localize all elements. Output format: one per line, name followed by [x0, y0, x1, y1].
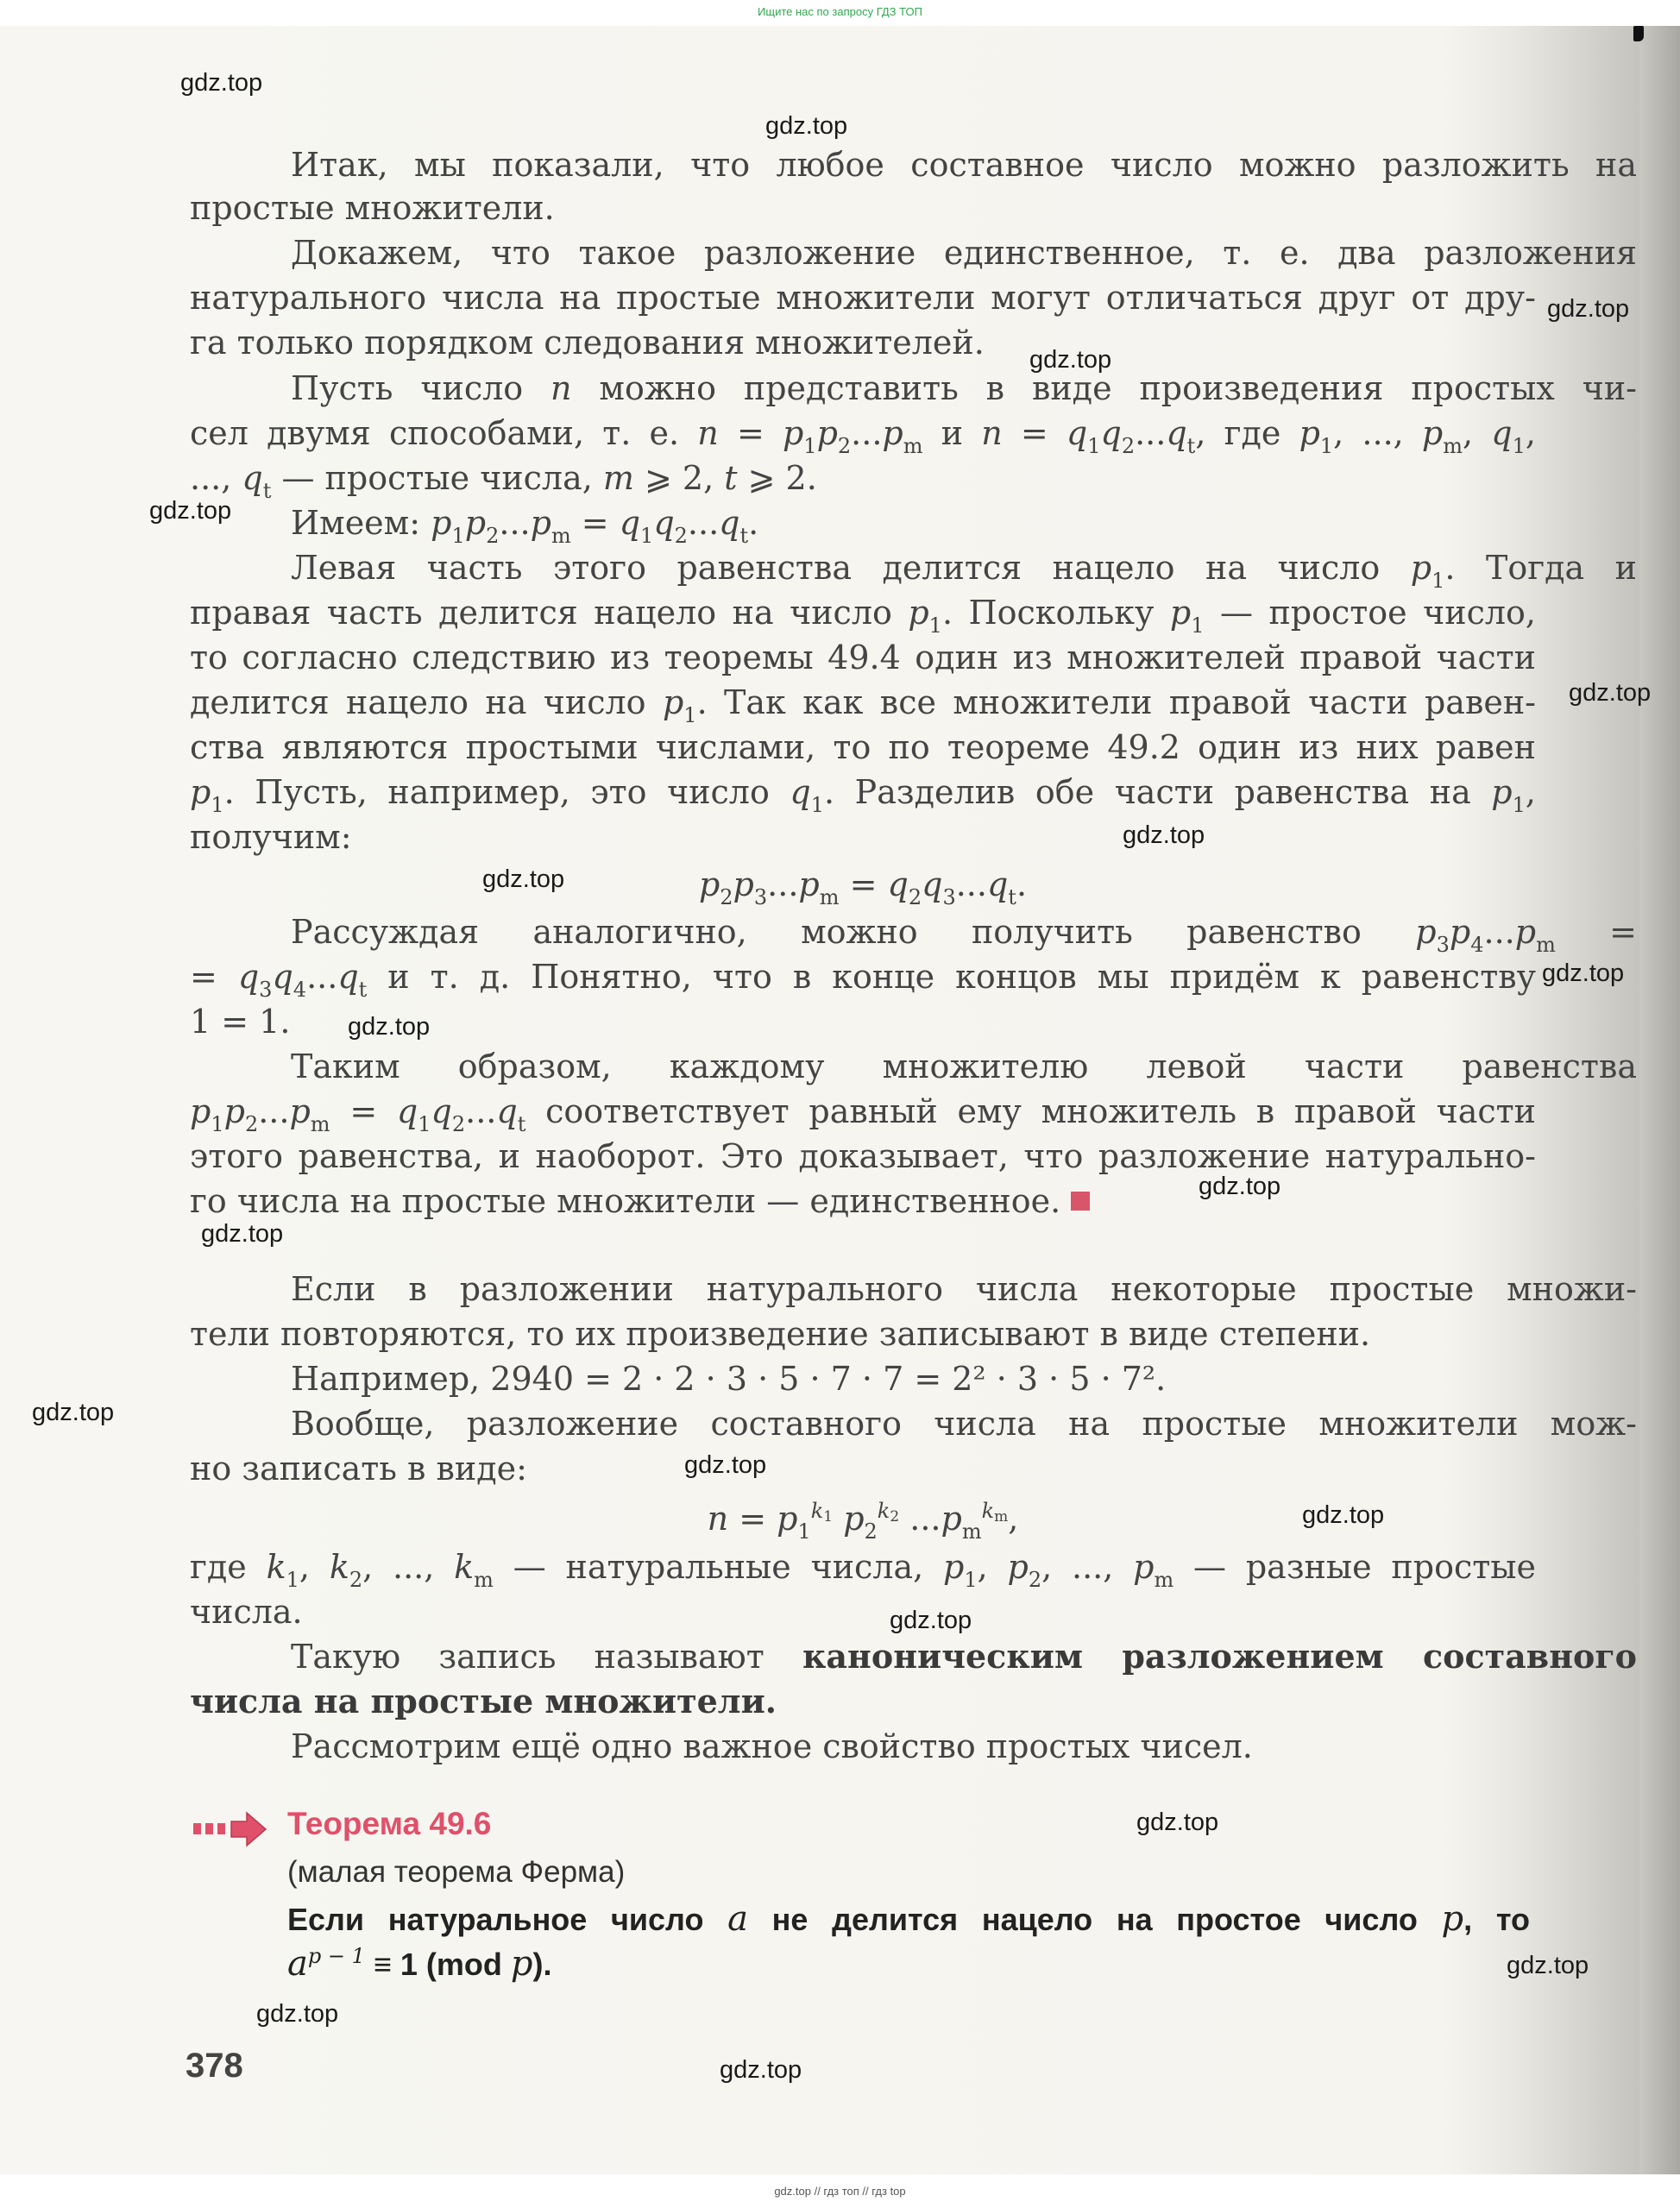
- watermark-text: gdz.top: [348, 1013, 431, 1041]
- text-line: Например, 2940 = 2 · 2 · 3 · 5 · 7 · 7 = 2² · 3 · 5 · 7².: [291, 1360, 1167, 1398]
- text-line: Рассуждая аналогично, можно получить равенство $p_3p_4...p_m$ =: [291, 913, 1637, 957]
- watermark-text: gdz.top: [1199, 1173, 1281, 1200]
- watermark-text: gdz.top: [1302, 1501, 1385, 1529]
- text-line: $p_1$. Пусть, например, это число $q_1$. Разделив обе части равенства на $p_1$,: [190, 773, 1536, 817]
- text-fragment: го числа на простые множители — единственное.: [190, 1182, 1061, 1220]
- text-fragment: Такую запись называют: [291, 1638, 764, 1676]
- watermark-text: gdz.top: [1542, 959, 1625, 987]
- text-fragment: соответствует равный ему множитель в правой части: [545, 1092, 1536, 1130]
- text-line: [190, 1680, 1536, 1723]
- watermark-text: gdz.top: [684, 1451, 767, 1479]
- text-line: [291, 1635, 1637, 1678]
- theorem-arrow-icon: [193, 1810, 267, 1848]
- term-bold: каноническим разложением составного: [802, 1637, 1637, 1676]
- watermark-text: gdz.top: [201, 1220, 284, 1248]
- text-fragment: , то: [1463, 1902, 1530, 1937]
- theorem-statement-line: Если натуральное число a не делится нацело на простое число p, то: [287, 1899, 1530, 1939]
- end-of-proof-icon: [1071, 1192, 1090, 1211]
- text-fragment: ≡ 1 (mod: [373, 1947, 502, 1982]
- text-line: [190, 1179, 1536, 1223]
- watermark-text: gdz.top: [32, 1399, 115, 1426]
- text-line: правая часть делится нацело на число $p_1$. Поскольку $p_1$ — простое число,: [190, 594, 1536, 638]
- text-line: где $k_1$, $k_2$, ..., $k_m$ — натуральные числа, $p_1$, $p_2$, ..., $p_m$ — разные простые: [190, 1548, 1536, 1592]
- text-line: Докажем, что такое разложение единственное, т. е. два разложения: [291, 234, 1637, 272]
- text-fragment: Рассуждая аналогично, можно получить равенство: [291, 913, 1362, 951]
- theorem-title: Теорема 49.6: [287, 1806, 492, 1841]
- header-banner: Ищите нас по запросу ГДЗ ТОП: [758, 5, 922, 18]
- arrow-dash: [193, 1823, 201, 1834]
- watermark-text: gdz.top: [1547, 295, 1630, 323]
- arrow-dash: [217, 1823, 225, 1834]
- watermark-text: gdz.top: [720, 2056, 802, 2084]
- text-line: Пусть число n можно представить в виде произведения простых чи-: [291, 369, 1637, 407]
- watermark-text: gdz.top: [1569, 679, 1652, 707]
- footer-banner: gdz.top // гдз топ // гдз top: [774, 2185, 906, 2198]
- page-corner-mark: [1633, 26, 1644, 41]
- text-line: Левая часть этого равенства делится нацело на число $p_1$. Тогда и: [291, 549, 1637, 593]
- text-line: Вообще, разложение составного числа на простые множители мож-: [291, 1405, 1637, 1443]
- watermark-text: gdz.top: [1507, 1952, 1589, 1979]
- text-line: то согласно следствию из теоремы 49.4 один из множителей правой части: [190, 638, 1536, 676]
- text-line: ..., $q_t$ — простые числа, m ⩾ 2, t ⩾ 2.: [190, 459, 817, 503]
- text-line: но записать в виде:: [190, 1450, 527, 1488]
- watermark-text: gdz.top: [149, 497, 232, 525]
- text-line: Если в разложении натурального числа некоторые простые множи-: [291, 1270, 1637, 1308]
- page-edge-shadow: [1639, 26, 1680, 2174]
- text-line: делится нацело на число $p_1$. Так как все множители правой части равен-: [190, 683, 1536, 727]
- formula-line: $n = p_1^{k_1}$ $p_2^{k_2}$ $...p_m^{k_m}$,: [707, 1499, 1019, 1544]
- text-fragment: Если натуральное число: [287, 1902, 704, 1937]
- text-line: этого равенства, и наоборот. Это доказывает, что разложение натурально-: [190, 1137, 1536, 1175]
- text-line: Имеем: $p_1p_2...p_m = q_1q_2...q_t$.: [291, 504, 759, 548]
- text-fragment: Имеем:: [291, 504, 421, 542]
- watermark-text: gdz.top: [765, 112, 848, 140]
- theorem-statement-line: $a^{p - 1} \equiv 1$ (mod p).: [287, 1944, 552, 1984]
- watermark-text: gdz.top: [1123, 821, 1205, 849]
- formula-line: $p_2p_3...p_m = q_2q_3...q_t$.: [698, 865, 1028, 909]
- text-line: числа.: [190, 1593, 303, 1631]
- text-fragment: не делится нацело на простое число: [771, 1902, 1418, 1937]
- arrow-dash: [205, 1823, 213, 1834]
- text-line: ства являются простыми числами, то по теореме 49.2 один из них равен: [190, 728, 1536, 766]
- text-line: га только порядком следования множителей.: [190, 324, 985, 362]
- text-line: простые множители.: [190, 189, 555, 227]
- watermark-text: gdz.top: [1136, 1809, 1219, 1836]
- text-line: тели повторяются, то их произведение записывают в виде степени.: [190, 1315, 1371, 1353]
- text-line: Рассмотрим ещё одно важное свойство простых чисел.: [291, 1727, 1253, 1765]
- text-line: $p_1p_2...p_m = q_1q_2...q_t$ соответствует равный ему множитель в правой части: [190, 1092, 1536, 1136]
- arrow-head: [231, 1813, 266, 1846]
- text-line: 1 = 1.: [190, 1003, 291, 1041]
- text-line: Итак, мы показали, что любое составное число можно разложить на: [291, 146, 1637, 184]
- watermark-text: gdz.top: [256, 2000, 339, 2028]
- watermark-text: gdz.top: [180, 69, 263, 97]
- watermark-text: gdz.top: [482, 865, 565, 893]
- watermark-text: gdz.top: [890, 1607, 972, 1634]
- text-line: получим:: [190, 818, 352, 856]
- term-bold: числа на простые множители.: [190, 1682, 777, 1720]
- text-line: сел двумя способами, т. е. $n = p_1p_2...p_m$ и $n = q_1q_2...q_t$, где $p_1$, ..., $p_m$, $q_1$,: [190, 414, 1536, 458]
- text-line: = $q_3q_4...q_t$ и т. д. Понятно, что в конце концов мы придём к равенству: [190, 958, 1536, 1002]
- text-line: Таким образом, каждому множителю левой части равенства: [291, 1047, 1637, 1085]
- text-line: натурального числа на простые множители могут отличаться друг от дру-: [190, 279, 1536, 317]
- page-number: 378: [186, 2047, 243, 2085]
- theorem-subtitle: (малая теорема Ферма): [287, 1855, 626, 1889]
- watermark-text: gdz.top: [1029, 346, 1112, 374]
